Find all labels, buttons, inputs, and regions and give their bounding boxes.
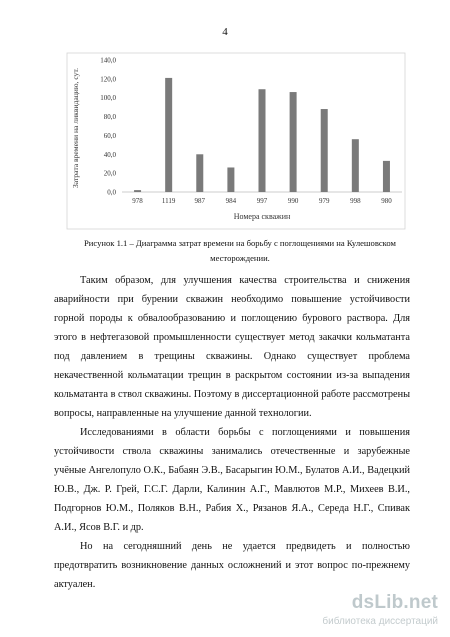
x-tick-label: 998 [350,197,361,205]
bar [290,92,297,192]
bar [134,190,141,192]
watermark [322,592,438,632]
x-tick-label: 1119 [161,197,176,205]
bar-chart [66,52,406,230]
y-tick-label: 0,0 [107,188,116,197]
y-tick-label: 40,0 [103,150,116,159]
bar [352,139,359,192]
bar [227,167,234,192]
page-number: 4 [222,26,228,38]
x-tick-label: 979 [318,197,330,205]
x-tick-label: 984 [225,197,237,205]
y-tick-label: 120,0 [100,75,116,84]
x-tick-label: 978 [132,197,143,205]
watermark-subtitle: библиотека диссертаций [322,616,438,627]
x-tick-label: 990 [287,197,299,205]
chart-svg [66,52,406,230]
y-axis-label: Затрата времени на ликвидацию, сут. [71,67,80,189]
paragraph-2: Исследованиями в области борьбы с поглощениями и повышения устойчивости ствола скважины занимались отечественные и зарубежные учёные Ангелопуло О.К., Бабаян Э.В., Басарыгин Ю.М., Булатов А.И., Вадецкий Ю.В., Дж. Р. Грей, Г.С.Г. Дарли, Калинин А.Г., Мавлютов М.Р., Михеев В.И., Подгорнов Ю.М., Поляков В.Н., Рабия Х., Рязанов Я.А., Середа Н.Г., Спивак А.И., Ясов В.Г. и др. [54,427,410,533]
bar [196,154,203,192]
bar [259,89,266,192]
bar [383,161,390,192]
x-tick-label: 980 [381,197,392,205]
bar [321,109,328,192]
watermark-logo: dsLib.net [351,592,438,613]
figure-caption: Рисунок 1.1 – Диаграмма затрат времени на борьбу с поглощениями на Кулешовском месторождении. [84,238,396,263]
y-tick-label: 80,0 [103,113,116,122]
x-tick-label: 997 [256,197,268,205]
y-tick-label: 140,0 [100,56,116,65]
bar [165,78,172,192]
paragraph-3: Но на сегодняшний день не удается предвидеть и полностью предотвратить возникновение данных осложнений и этот вопрос по-прежнему актуален. [54,541,410,590]
y-tick-label: 20,0 [103,169,116,178]
y-tick-label: 100,0 [100,94,116,103]
x-axis-label: Номера скважин [233,212,291,221]
x-tick-label: 987 [194,197,206,205]
paragraph-1: Таким образом, для улучшения качества строительства и снижения аварийности при бурении скважин необходимо повышение устойчивости горной породы к обвалообразованию и поглощению бурового раствора. Для этого в нефтегазовой промышленности существует метод закачки кольматанта под давлением в трещины скважины. Однако существует проблема некачественной кольматации трещин в раскрытом состоянии из-за выпадения кольматанта в ствол скважины. Поэтому в диссертационной работе рассмотрены вопросы, направленные на улучшение данной технологии. [54,275,410,419]
y-tick-label: 60,0 [103,131,116,140]
body-text [54,271,410,594]
